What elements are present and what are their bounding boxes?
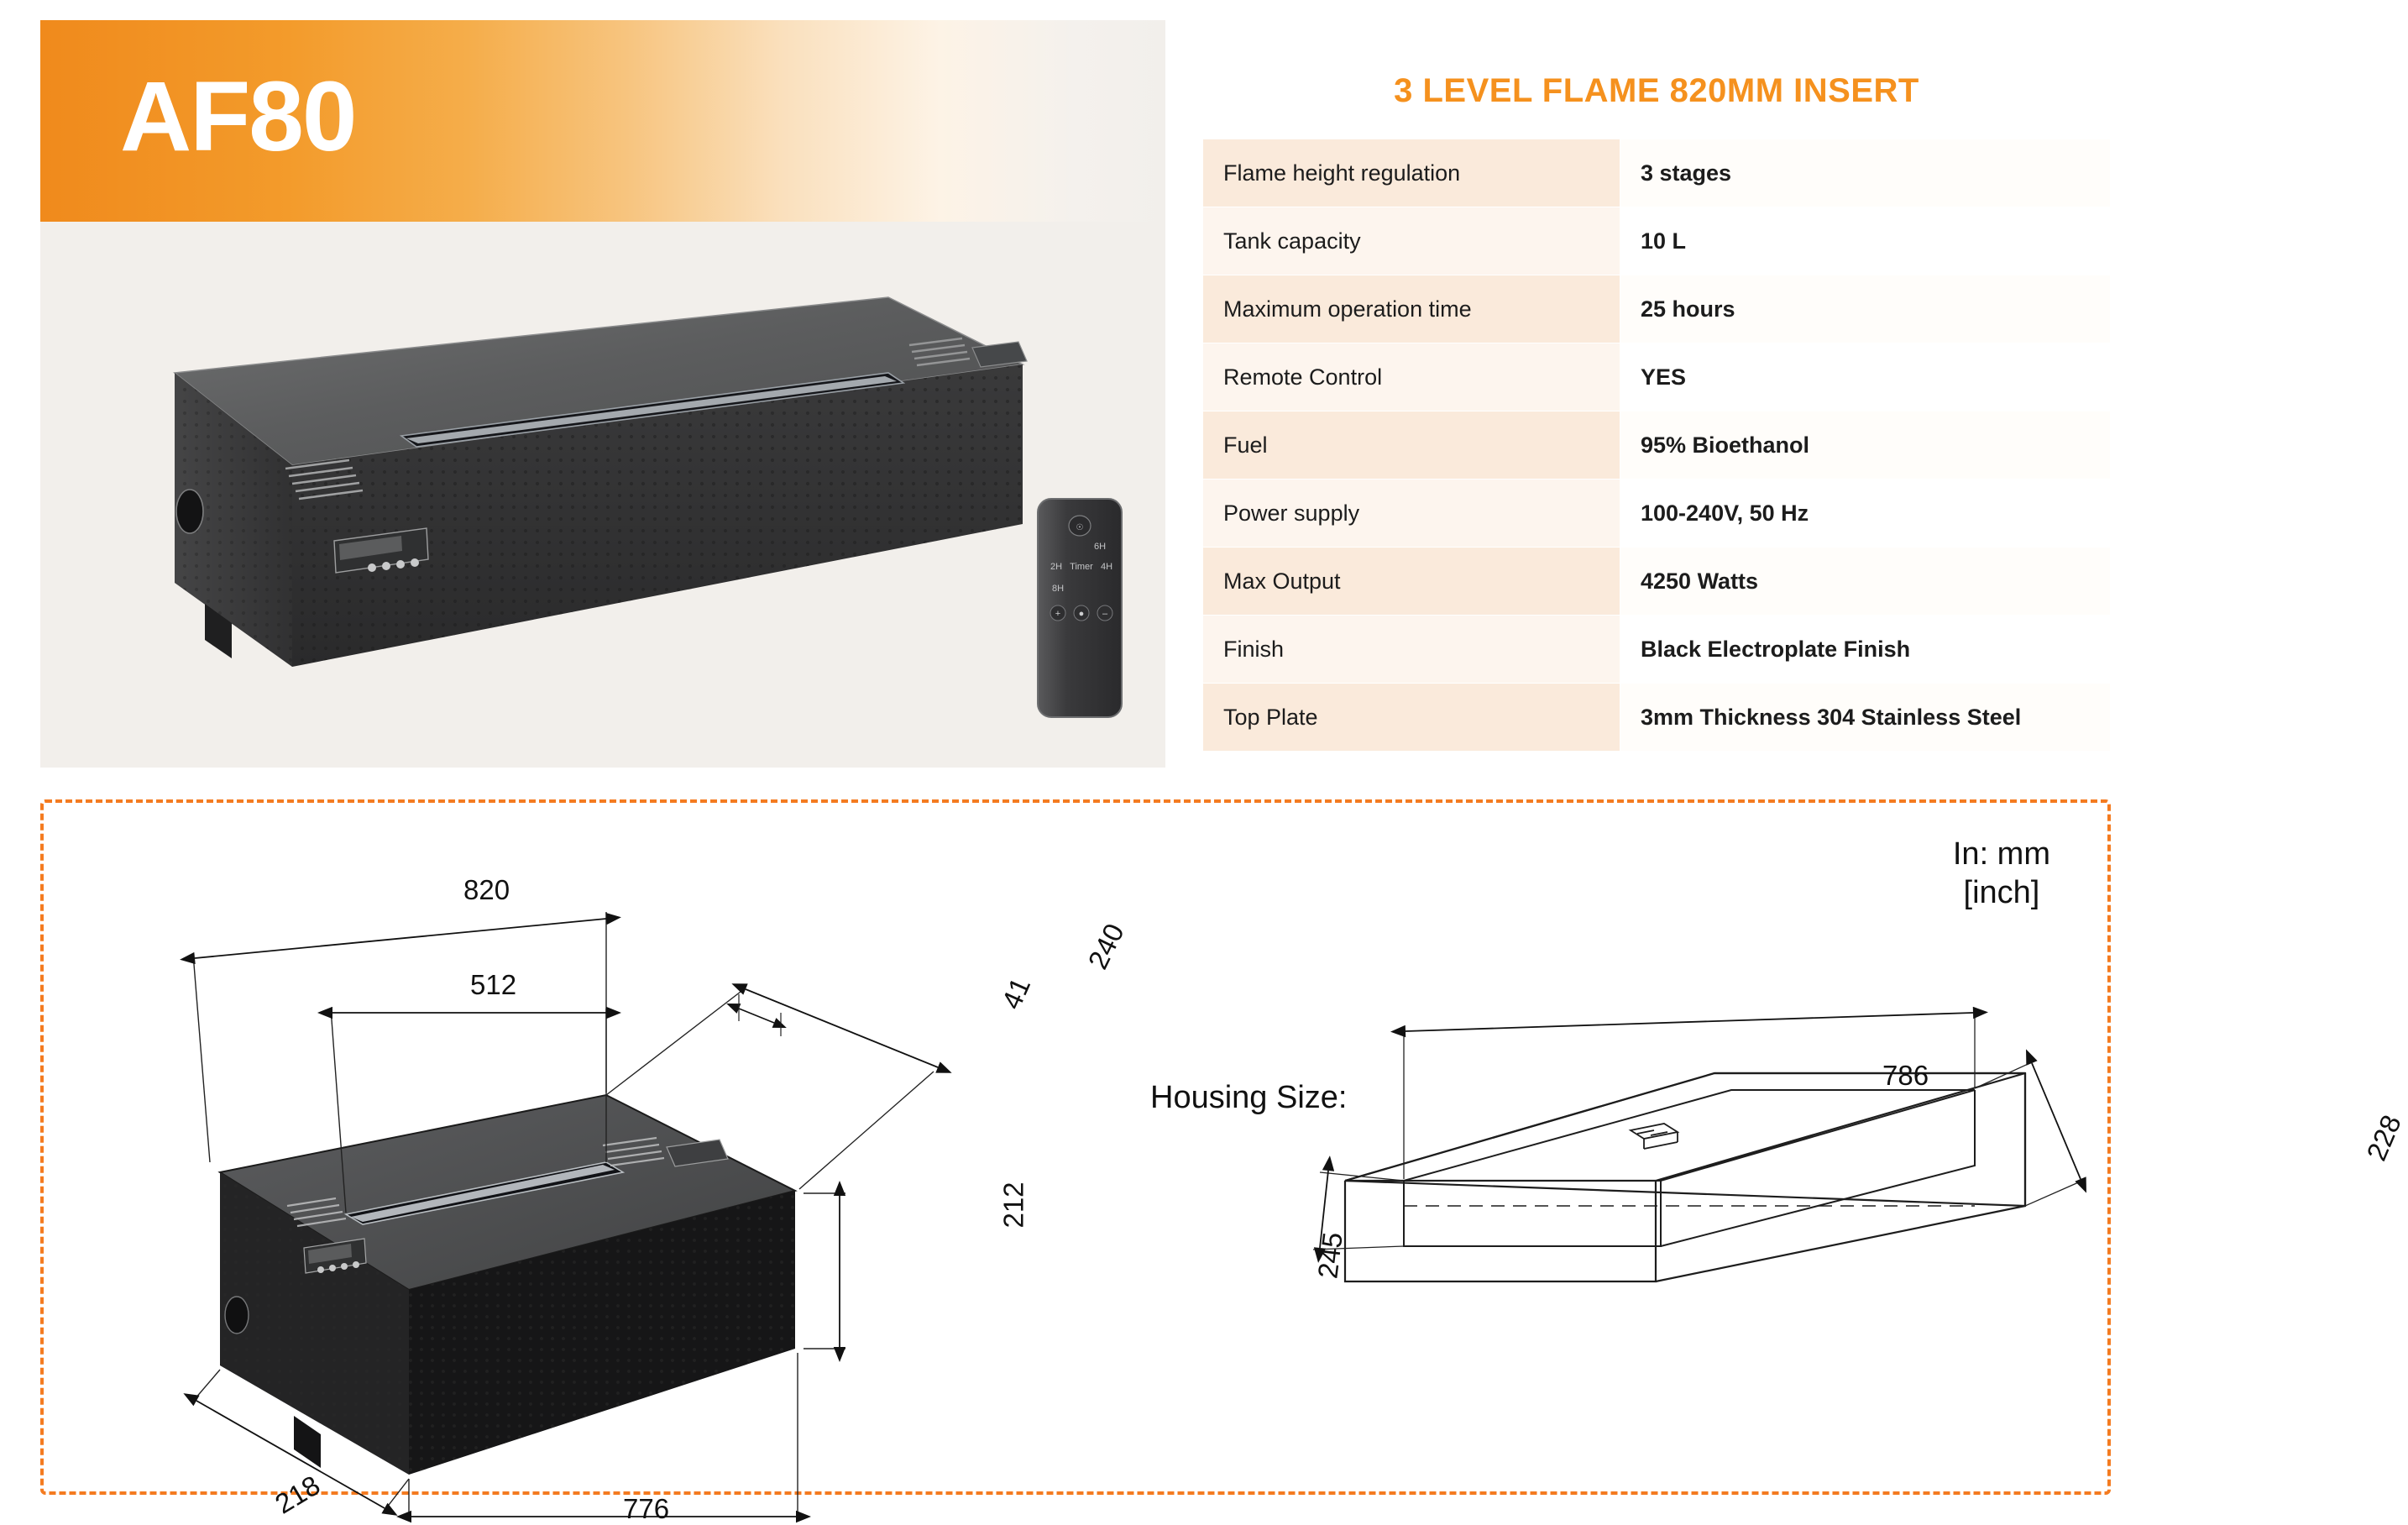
units-line-mm: In: mm (1952, 836, 2050, 872)
table-row (1203, 480, 2111, 548)
spec-key: Fuel (1203, 411, 1620, 480)
svg-text:6H: 6H (1093, 542, 1107, 552)
table-row (1203, 411, 2111, 480)
spec-value: YES (1620, 343, 2111, 411)
spec-value: Black Electroplate Finish (1620, 616, 2111, 684)
spec-value: 95% Bioethanol (1620, 411, 2111, 480)
spec-key: Power supply (1203, 480, 1620, 548)
product-image-panel (40, 20, 1165, 768)
spec-key: Flame height regulation (1203, 139, 1620, 207)
units-note (1953, 835, 2050, 913)
dim-burner-width: 512 (470, 969, 517, 1000)
spec-value: 3 stages (1620, 139, 2111, 207)
dim-body-length: 776 (623, 1493, 670, 1524)
svg-text:4H: 4H (1100, 562, 1113, 572)
spec-key: Maximum operation time (1203, 275, 1620, 343)
table-row (1203, 207, 2111, 275)
spec-value: 100-240V, 50 Hz (1620, 480, 2111, 548)
insert-dimension-drawing (69, 811, 1152, 1500)
svg-text:2H: 2H (1050, 562, 1063, 572)
spec-value: 10 L (1620, 207, 2111, 275)
product-model-title: AF80 (120, 61, 356, 172)
svg-text:8H: 8H (1051, 584, 1065, 594)
units-line-inch: [inch] (1963, 875, 2040, 911)
product-render (40, 222, 1165, 768)
svg-text:Timer: Timer (1070, 562, 1093, 572)
table-row (1203, 684, 2111, 752)
spec-value: 3mm Thickness 304 Stainless Steel (1620, 684, 2111, 752)
svg-text:☉: ☉ (1076, 523, 1084, 532)
specifications-section (1202, 20, 2111, 752)
dim-housing-length: 786 (1882, 1060, 1929, 1091)
dimensions-panel (40, 799, 2407, 1524)
spec-heading: 3 LEVEL FLAME 820MM INSERT (1394, 72, 1919, 109)
table-row (1203, 343, 2111, 411)
dim-housing-height: 245 (1311, 1230, 1348, 1281)
housing-dimension-drawing (1194, 929, 2117, 1449)
dim-depth: 240 (1081, 918, 1130, 974)
spec-key: Max Output (1203, 548, 1620, 616)
spec-key: Top Plate (1203, 684, 1620, 752)
spec-key: Tank capacity (1203, 207, 1620, 275)
dim-body-depth: 218 (270, 1469, 326, 1520)
product-render-svg (40, 222, 1165, 768)
dim-housing-depth: 228 (2360, 1110, 2407, 1166)
table-row (1203, 275, 2111, 343)
svg-text:+: + (1055, 609, 1061, 619)
svg-text:–: – (1102, 609, 1108, 619)
housing-size-label: Housing Size: (1150, 1080, 1348, 1115)
remote-control-render (1038, 499, 1122, 717)
spec-key: Remote Control (1203, 343, 1620, 411)
table-row (1203, 548, 2111, 616)
spec-value: 25 hours (1620, 275, 2111, 343)
spec-value: 4250 Watts (1620, 548, 2111, 616)
table-row (1203, 139, 2111, 207)
svg-text:●: ● (1078, 609, 1085, 619)
table-row (1203, 616, 2111, 684)
dim-body-height: 212 (997, 1182, 1029, 1229)
dim-top-width: 820 (463, 874, 510, 905)
dim-offset: 41 (995, 972, 1037, 1014)
spec-table (1202, 139, 2111, 752)
spec-key: Finish (1203, 616, 1620, 684)
